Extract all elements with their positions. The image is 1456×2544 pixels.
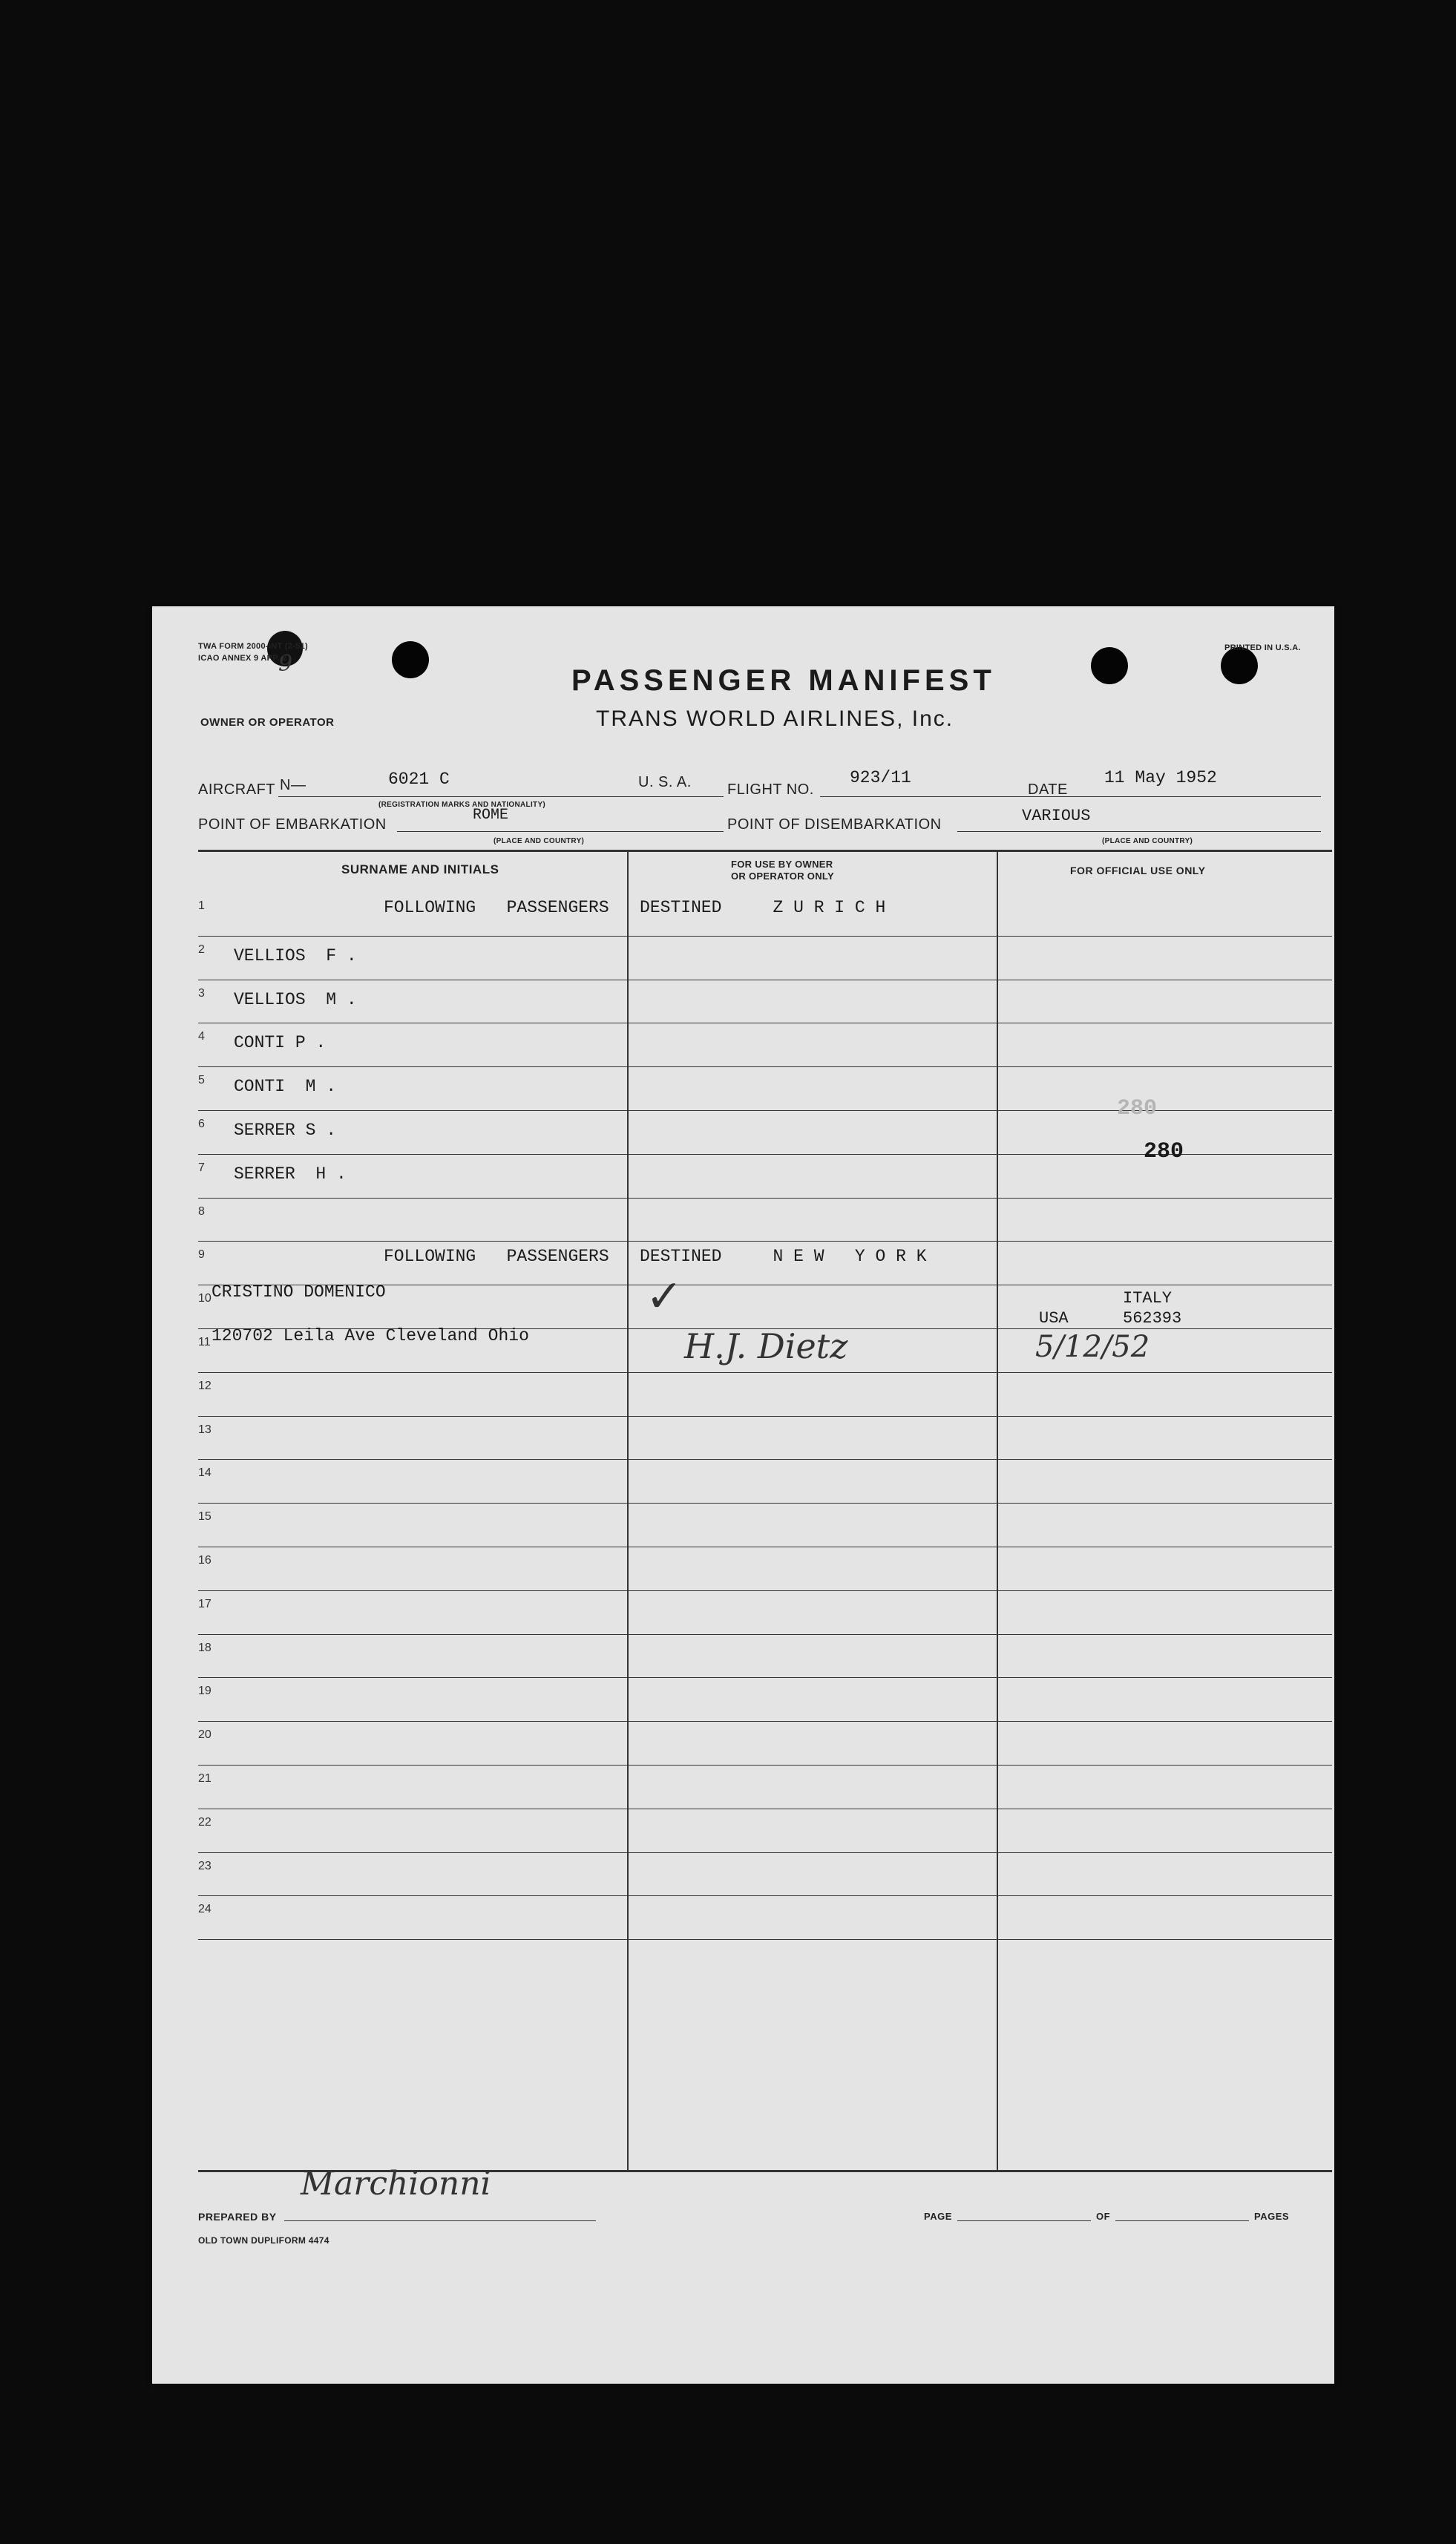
punch-hole-left xyxy=(392,641,429,678)
registration-caption: (REGISTRATION MARKS AND NATIONALITY) xyxy=(378,801,546,809)
passenger-name: VELLIOS M . xyxy=(234,989,357,1009)
flight-label: FLIGHT NO. xyxy=(727,781,814,798)
official-date: 5/12/52 xyxy=(1035,1330,1150,1364)
table-top-border xyxy=(198,850,1332,852)
passenger-name: CONTI P . xyxy=(234,1033,327,1053)
row-number: 1 xyxy=(198,899,205,912)
pages-label: PAGES xyxy=(1254,2211,1290,2222)
disembark-value: VARIOUS xyxy=(1022,807,1091,825)
row-number: 13 xyxy=(198,1423,211,1436)
row-number: 24 xyxy=(198,1903,211,1916)
airline-name: TRANS WORLD AIRLINES, Inc. xyxy=(596,707,954,731)
passenger-name: CONTI M . xyxy=(234,1077,337,1097)
passenger-name: SERRER H . xyxy=(234,1164,347,1184)
punch-hole-right-2 xyxy=(1221,647,1258,684)
destination-line: FOLLOWING PASSENGERS DESTINED N E W Y O R K xyxy=(384,1247,927,1267)
form-code-1: TWA FORM 2000-INT (2-51) xyxy=(198,642,308,651)
row-number: 17 xyxy=(198,1597,211,1610)
official-passport-number: 562393 xyxy=(1123,1309,1182,1328)
row-divider xyxy=(198,1895,1332,1896)
col1-header: SURNAME AND INITIALS xyxy=(341,862,499,876)
row-divider xyxy=(198,1372,1332,1373)
passenger-name: SERRER S . xyxy=(234,1121,337,1140)
form-code-2: ICAO ANNEX 9 APP. 2 xyxy=(198,654,287,663)
flight-value: 923/11 xyxy=(850,768,911,787)
row-number: 5 xyxy=(198,1074,205,1087)
row-divider xyxy=(198,1852,1332,1853)
row-divider xyxy=(198,1590,1332,1591)
row-divider xyxy=(198,1416,1332,1417)
row-number: 20 xyxy=(198,1728,211,1742)
aircraft-value: 6021 C xyxy=(388,770,450,789)
disembark-underline xyxy=(957,831,1321,832)
row-divider xyxy=(198,1241,1332,1242)
row-divider xyxy=(198,1198,1332,1199)
row-number: 15 xyxy=(198,1510,211,1524)
operator-signature: H.J. Dietz xyxy=(684,1326,848,1366)
passenger-name: CRISTINO DOMENICO xyxy=(211,1282,386,1302)
col2-header-2: OR OPERATOR ONLY xyxy=(731,871,834,882)
row-divider xyxy=(198,936,1332,937)
row-number: 8 xyxy=(198,1204,205,1218)
row-number: 18 xyxy=(198,1641,211,1654)
col-divider-1 xyxy=(627,850,629,2171)
row-number: 6 xyxy=(198,1118,205,1130)
punch-hole-right-1 xyxy=(1091,647,1128,684)
row-number: 14 xyxy=(198,1466,211,1480)
official-faded-number: 280 xyxy=(1117,1096,1158,1121)
disembark-label: POINT OF DISEMBARKATION xyxy=(727,816,942,833)
place-caption-1: (PLACE AND COUNTRY) xyxy=(493,837,585,845)
embark-underline xyxy=(397,831,724,832)
official-country: ITALY xyxy=(1123,1289,1173,1308)
prepared-label: PREPARED BY xyxy=(198,2211,277,2223)
place-caption-2: (PLACE AND COUNTRY) xyxy=(1102,837,1193,845)
page-title: PASSENGER MANIFEST xyxy=(571,664,996,697)
row-divider xyxy=(198,1677,1332,1678)
prepared-underline xyxy=(284,2220,596,2221)
print-note: OLD TOWN DUPLIFORM 4474 xyxy=(198,2235,329,2246)
date-underline xyxy=(1069,796,1321,797)
operator-checkmark: ✓ xyxy=(646,1271,683,1322)
passenger-name: VELLIOS F . xyxy=(234,945,357,966)
date-value: 11 May 1952 xyxy=(1104,768,1217,787)
row-divider xyxy=(198,1066,1332,1067)
row-divider xyxy=(198,1459,1332,1460)
of-underline xyxy=(1115,2220,1249,2221)
embark-label: POINT OF EMBARKATION xyxy=(198,816,387,833)
official-number: 280 xyxy=(1144,1139,1184,1164)
prepared-signature: Marchionni xyxy=(301,2165,491,2203)
row-number: 3 xyxy=(198,986,205,1000)
row-number: 10 xyxy=(198,1292,211,1305)
passenger-name: 120702 Leila Ave Cleveland Ohio xyxy=(211,1326,529,1345)
row-number: 19 xyxy=(198,1685,211,1698)
row-divider xyxy=(198,1634,1332,1635)
nationality: U. S. A. xyxy=(638,774,692,790)
col-divider-2 xyxy=(997,850,998,2171)
col3-header: FOR OFFICIAL USE ONLY xyxy=(1070,865,1206,876)
row-number: 11 xyxy=(198,1336,211,1348)
of-label: OF xyxy=(1096,2211,1111,2222)
owner-label: OWNER OR OPERATOR xyxy=(200,716,335,729)
row-number: 9 xyxy=(198,1248,205,1262)
page-underline xyxy=(957,2220,1091,2221)
row-number: 16 xyxy=(198,1554,211,1567)
date-label: DATE xyxy=(1028,781,1068,798)
stamp-text: 9 xyxy=(278,651,293,677)
row-divider xyxy=(198,1503,1332,1504)
row-number: 4 xyxy=(198,1030,205,1043)
printed-note: PRINTED IN U.S.A. xyxy=(1224,643,1301,652)
row-divider xyxy=(198,1721,1332,1722)
row-number: 21 xyxy=(198,1772,211,1785)
embark-value: ROME xyxy=(473,807,509,824)
page-label: PAGE xyxy=(924,2211,952,2222)
row-divider xyxy=(198,1110,1332,1111)
official-usa: USA xyxy=(1039,1309,1069,1328)
row-number: 23 xyxy=(198,1859,211,1872)
row-divider xyxy=(198,1765,1332,1766)
row-number: 2 xyxy=(198,942,205,956)
aircraft-label: AIRCRAFT xyxy=(198,781,275,798)
col2-header-1: FOR USE BY OWNER xyxy=(731,859,833,870)
row-number: 7 xyxy=(198,1161,205,1174)
aircraft-prefix: N— xyxy=(280,777,306,793)
row-divider xyxy=(198,1939,1332,1940)
row-number: 22 xyxy=(198,1815,211,1829)
aircraft-underline xyxy=(278,796,724,797)
destination-line: FOLLOWING PASSENGERS DESTINED Z U R I C H xyxy=(384,898,886,917)
manifest-sheet xyxy=(152,606,1334,2384)
row-number: 12 xyxy=(198,1379,211,1392)
